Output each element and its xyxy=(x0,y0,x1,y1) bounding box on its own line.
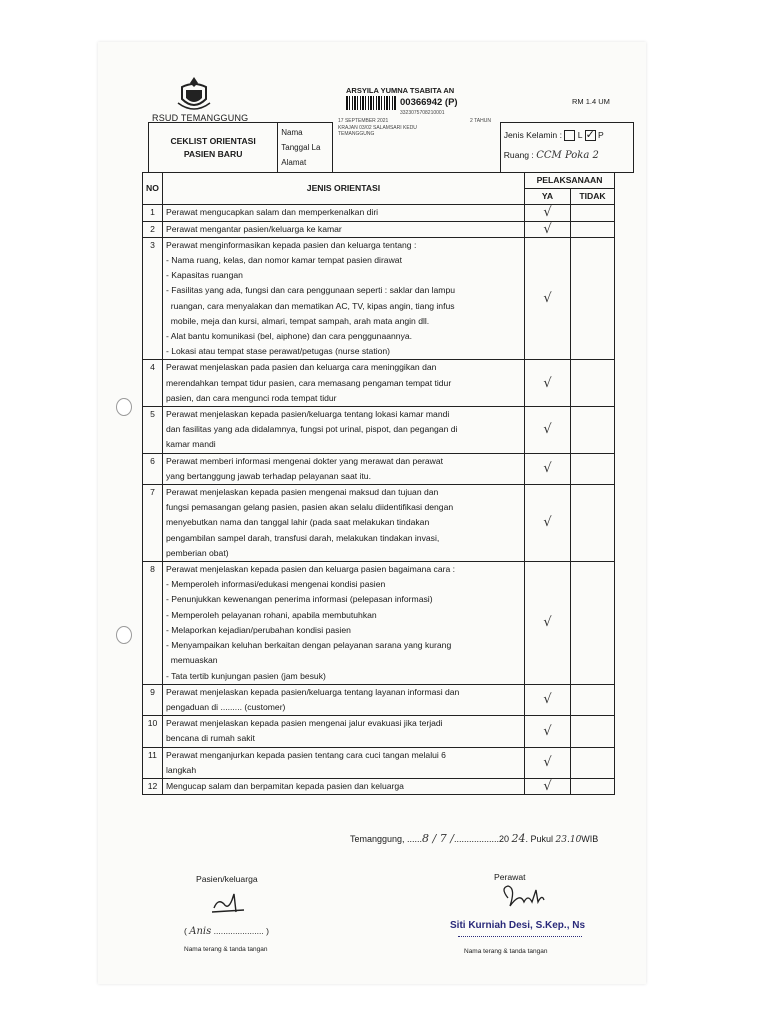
row-description xyxy=(163,360,525,407)
description-line: dan fasilitas yang ada didalamnya, fungsi pot urinal, pispot, dan pegangan di xyxy=(166,424,458,435)
row-number: 8 xyxy=(143,562,163,685)
table-row xyxy=(143,221,615,237)
tidak-cell[interactable] xyxy=(571,205,615,221)
ya-cell[interactable] xyxy=(525,485,571,562)
description-line: Perawat menjelaskan kepada pasien/keluarga tentang layanan informasi dan xyxy=(166,686,460,697)
description-line: memuaskan xyxy=(166,655,218,666)
row-number: 7 xyxy=(143,485,163,562)
check-mark-icon: √ xyxy=(543,205,552,221)
time-handwritten: 23.10 xyxy=(555,835,582,845)
nurse-name-stamp: Siti Kurniah Desi, S.Kep., Ns xyxy=(450,920,586,931)
description-line: - Menyampaikan keluhan berkaitan dengan pelayanan sarana yang kurang xyxy=(166,640,452,651)
nurse-signature-title: Perawat xyxy=(494,872,526,882)
gender-p-label: P xyxy=(598,130,604,140)
gender-l-label: L xyxy=(577,130,583,140)
ya-cell[interactable] xyxy=(525,747,571,778)
column-jenis-orientasi: JENIS ORIENTASI xyxy=(163,173,525,205)
description-line: - Nama ruang, kelas, dan nomor kamar tempat pasien dirawat xyxy=(166,255,402,266)
description-line: menyebutkan nama dan tanggal lahir (pada saat melakukan tindakan xyxy=(166,517,430,528)
tidak-cell[interactable] xyxy=(571,453,615,484)
description-line: - Penunjukkan kewenangan penerima informasi (pelepasan informasi) xyxy=(166,594,433,605)
row-number: 11 xyxy=(143,747,163,778)
date-dots: ..................20 xyxy=(453,834,509,844)
room-value: CCM Poka 2 xyxy=(536,150,599,161)
ya-cell[interactable] xyxy=(525,360,571,407)
patient-age: 2 TAHUN xyxy=(470,118,491,124)
description-line: kamar mandi xyxy=(166,439,216,450)
description-line: - Fasilitas yang ada, fungsi dan cara penggunaan seperti : saklar dan lampu xyxy=(166,285,456,296)
check-mark-icon: √ xyxy=(543,615,552,631)
column-no: NO xyxy=(143,173,163,205)
description-line: - Tata tertib kunjungan pasien (jam besuk) xyxy=(166,670,326,681)
punch-hole-top xyxy=(116,398,132,416)
row-description xyxy=(163,237,525,360)
table-row xyxy=(143,453,615,484)
row-description xyxy=(163,485,525,562)
gender-p-checkbox[interactable] xyxy=(585,130,596,141)
tidak-cell[interactable] xyxy=(571,716,615,747)
description-line: merendahkan tempat tidur pasien, cara memasang pengaman tempat tidur xyxy=(166,377,452,388)
column-tidak: TIDAK xyxy=(571,189,615,205)
tidak-cell[interactable] xyxy=(571,684,615,715)
ya-cell[interactable] xyxy=(525,562,571,685)
gender-p-check-icon: ✓ xyxy=(585,129,595,142)
gender-field xyxy=(504,125,630,145)
room-label: Ruang : xyxy=(503,150,534,160)
table-row xyxy=(143,205,615,221)
ya-cell[interactable] xyxy=(525,684,571,715)
gender-room-box xyxy=(500,123,633,173)
description-line: langkah xyxy=(166,764,197,775)
row-number: 5 xyxy=(143,407,163,454)
description-line: pemberian obat) xyxy=(166,547,229,558)
ya-cell[interactable] xyxy=(525,221,571,237)
check-mark-icon: √ xyxy=(543,461,552,477)
room-field xyxy=(504,145,630,166)
row-description xyxy=(163,778,525,794)
row-description xyxy=(163,747,525,778)
patient-field-labels xyxy=(278,123,333,173)
patient-signature-title: Pasien/keluarga xyxy=(196,874,258,884)
row-number: 4 xyxy=(143,360,163,407)
tidak-cell[interactable] xyxy=(571,778,615,794)
description-line: - Memperoleh pelayanan rohani, apabila membutuhkan xyxy=(166,609,377,620)
description-line: Perawat menjelaskan kepada pasien mengenai jalur evakuasi jika terjadi xyxy=(166,718,443,729)
gender-label: Jenis Kelamin : xyxy=(503,130,562,140)
check-mark-icon: √ xyxy=(543,755,552,771)
check-mark-icon: √ xyxy=(543,422,552,438)
header-box xyxy=(148,122,634,173)
description-line: Perawat memberi informasi mengenai dokter yang merawat dan perawat xyxy=(166,455,444,466)
patient-field-values xyxy=(333,123,500,173)
description-line: pengambilan sampel darah, transfusi darah, melakukan tindakan invasi, xyxy=(166,532,440,543)
description-line: yang bertanggung jawab terhadap pelayanan saat itu. xyxy=(166,470,371,481)
checklist-rows xyxy=(143,205,615,795)
orientation-checklist-table xyxy=(142,172,615,795)
date-place: Temanggung, ...... xyxy=(350,834,423,844)
ya-cell[interactable] xyxy=(525,778,571,794)
description-line: - Kapasitas ruangan xyxy=(166,270,243,281)
row-description xyxy=(163,684,525,715)
tidak-cell[interactable] xyxy=(571,360,615,407)
hospital-logo-icon xyxy=(176,75,212,113)
table-row xyxy=(143,407,615,454)
description-line: bencana di rumah sakit xyxy=(166,733,255,744)
wib-label: WIB xyxy=(581,834,599,844)
check-mark-icon: √ xyxy=(543,778,552,794)
description-line: Mengucap salam dan berpamitan kepada pasien dan keluarga xyxy=(166,780,404,791)
patient-name-line: ( Anis ..................... ) xyxy=(184,926,270,937)
table-row xyxy=(143,747,615,778)
table-row xyxy=(143,360,615,407)
row-number: 12 xyxy=(143,778,163,794)
description-line: - Memperoleh informasi/edukasi mengenai kondisi pasien xyxy=(166,579,386,590)
description-line: - Alat bantu komunikasi (bel, aiphone) dan cara penggunaannya. xyxy=(166,331,413,342)
check-mark-icon: √ xyxy=(543,221,552,237)
description-line: mobile, meja dan kursi, almari, tempat sampah, arah mata angin dll. xyxy=(166,315,430,326)
form-code: RM 1.4 UM xyxy=(572,97,610,106)
row-number: 2 xyxy=(143,221,163,237)
table-row xyxy=(143,562,615,685)
ya-cell[interactable] xyxy=(525,453,571,484)
description-line: Perawat menganjurkan kepada pasien tentang cara cuci tangan melalui 6 xyxy=(166,749,446,760)
description-line: fungsi pemasangan gelang pasien, pasien akan selalu diidentifikasi dengan xyxy=(166,502,454,513)
table-row xyxy=(143,778,615,794)
row-number: 6 xyxy=(143,453,163,484)
table-row xyxy=(143,237,615,360)
description-line: ruangan, cara menyalakan dan mematikan AC, TV, kipas angin, tiang infus xyxy=(166,300,455,311)
row-number: 10 xyxy=(143,716,163,747)
description-line: pengaduan di ......... (customer) xyxy=(166,701,286,712)
description-line: Perawat menjelaskan kepada pasien dan keluarga pasien bagaimana cara : xyxy=(166,564,456,575)
description-line: - Lokasi atau tempat stase perawat/petugas (nurse station) xyxy=(166,346,391,357)
description-line: Perawat mengantar pasien/keluarga ke kamar xyxy=(166,223,342,234)
tidak-cell[interactable] xyxy=(571,237,615,360)
patient-number: 00366942 (P) xyxy=(400,97,458,108)
table-row xyxy=(143,716,615,747)
ya-cell[interactable] xyxy=(525,205,571,221)
patient-nik: 3323075708210001 xyxy=(400,110,445,116)
row-description xyxy=(163,562,525,685)
row-description xyxy=(163,221,525,237)
row-number: 1 xyxy=(143,205,163,221)
description-line: Perawat menginformasikan kepada pasien dan keluarga tentang : xyxy=(166,239,417,250)
row-number: 3 xyxy=(143,237,163,360)
row-description xyxy=(163,716,525,747)
description-line: Perawat mengucapkan salam dan memperkenalkan diri xyxy=(166,207,379,218)
tidak-cell[interactable] xyxy=(571,485,615,562)
patient-name: ARSYILA YUMNA TSABITA AN xyxy=(346,86,455,95)
patient-signature-block xyxy=(184,874,296,953)
label-alamat: Alamat xyxy=(281,158,307,167)
form-title: CEKLIST ORIENTASI PASIEN BARU xyxy=(149,123,278,173)
table-row xyxy=(143,684,615,715)
ya-cell[interactable] xyxy=(525,237,571,360)
date-line xyxy=(350,832,598,845)
check-mark-icon: √ xyxy=(543,375,552,391)
check-mark-icon: √ xyxy=(543,515,552,531)
tidak-cell[interactable] xyxy=(571,407,615,454)
nurse-name-underline xyxy=(458,936,582,937)
label-nama: Nama xyxy=(281,128,303,137)
pukul-label: . Pukul xyxy=(525,834,554,844)
description-line: Perawat menjelaskan kepada pasien/keluarga tentang lokasi kamar mandi xyxy=(166,409,450,420)
patient-signer-name: Anis xyxy=(189,926,212,937)
patient-signature-caption: Nama terang & tanda tangan xyxy=(184,946,268,953)
check-mark-icon: √ xyxy=(543,291,552,307)
row-description xyxy=(163,407,525,454)
label-tanggal-lahir: Tanggal La xyxy=(281,143,321,152)
table-row xyxy=(143,485,615,562)
gender-l-checkbox[interactable] xyxy=(564,130,575,141)
tidak-cell[interactable] xyxy=(571,221,615,237)
year-handwritten: 24 xyxy=(511,832,526,845)
tidak-cell[interactable] xyxy=(571,562,615,685)
check-mark-icon: √ xyxy=(543,723,552,739)
column-pelaksanaan: PELAKSANAAN xyxy=(525,173,615,189)
nurse-signature-icon xyxy=(498,884,558,914)
row-description xyxy=(163,453,525,484)
row-description xyxy=(163,205,525,221)
tidak-cell[interactable] xyxy=(571,747,615,778)
patient-signature-icon xyxy=(210,890,250,916)
ya-cell[interactable] xyxy=(525,716,571,747)
date-handwritten: 8 / 7 / xyxy=(422,832,454,845)
description-line: Perawat menjelaskan kepada pasien mengenai maksud dan tujuan dan xyxy=(166,487,439,498)
ya-cell[interactable] xyxy=(525,407,571,454)
check-mark-icon: √ xyxy=(543,692,552,708)
patient-address-line2: TEMANGGUNG xyxy=(338,131,375,137)
description-line: Perawat menjelaskan pada pasien dan keluarga cara meninggikan dan xyxy=(166,362,437,373)
row-number: 9 xyxy=(143,684,163,715)
barcode-icon xyxy=(346,96,396,110)
description-line: pasien, dan cara mengunci roda tempat tidur xyxy=(166,392,337,403)
punch-hole-bottom xyxy=(116,626,132,644)
column-ya: YA xyxy=(525,189,571,205)
patient-dob: 17 SEPTEMBER 2021 xyxy=(338,118,389,124)
description-line: - Melaporkan kejadian/perubahan kondisi pasien xyxy=(166,624,351,635)
hospital-name: RSUD TEMANGGUNG xyxy=(152,113,249,123)
patient-address-line1: KRAJAN 03/02 SALAMSARI KEDU xyxy=(338,125,417,131)
nurse-signature-caption: Nama terang & tanda tangan xyxy=(464,948,548,955)
